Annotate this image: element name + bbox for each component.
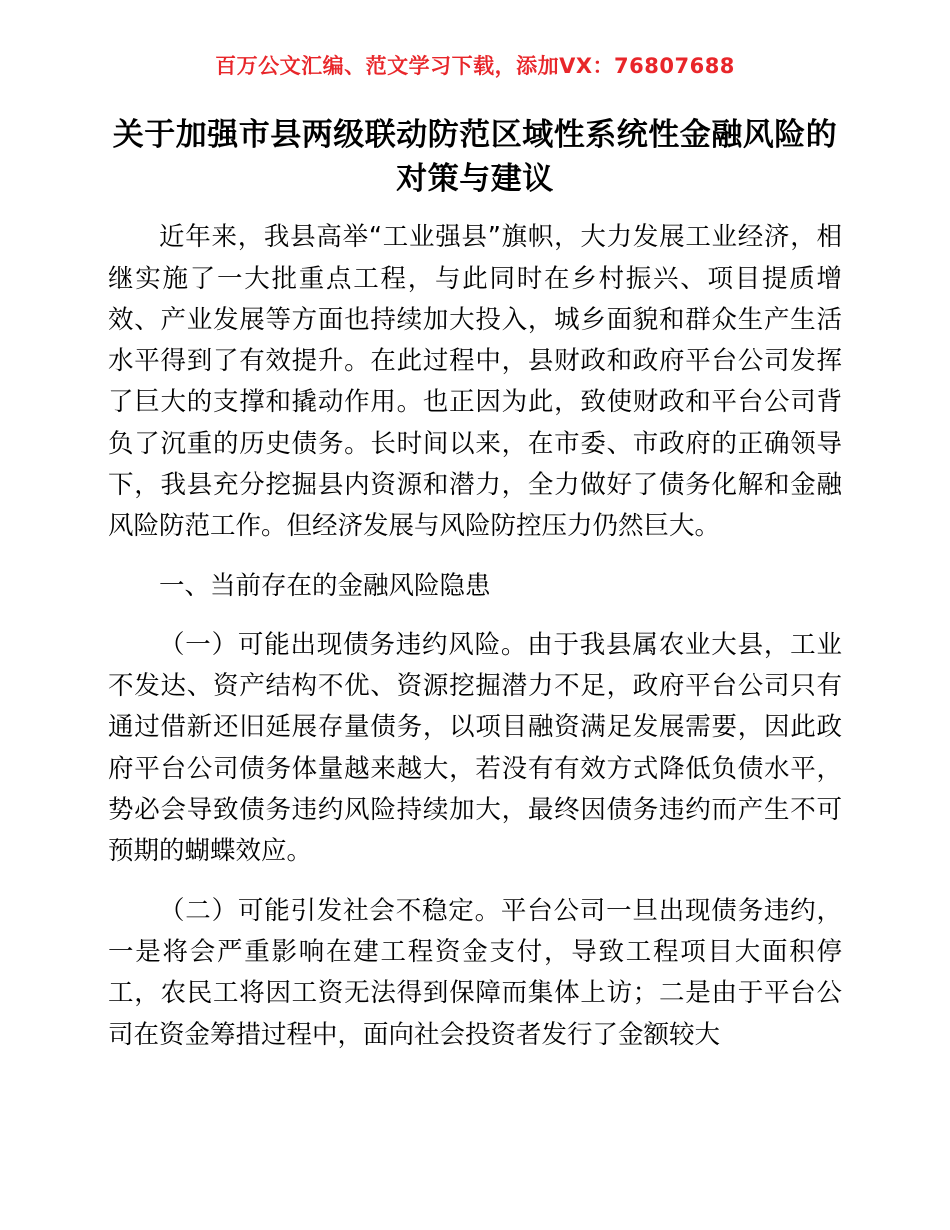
paragraph-item-one: （一）可能出现债务违约风险。由于我县属农业大县，工业不发达、资产结构不优、资源挖掘潜力不足，政府平台公司只有通过借新还旧延展存量债务，以项目融资满足发展需要，因此政府平台公司债务体量越来越大，若没有有效方式降低负债水平，势必会导致债务违约风险持续加大，最终因债务违约而产生不可预期的蝴蝶效应。 [108, 629, 842, 867]
document-body [0, 113, 950, 1056]
heading-section-one: 一、当前存在的金融风险隐患 [159, 570, 491, 601]
paragraph-intro: 近年来，我县高举“工业强县”旗帜，大力发展工业经济，相继实施了一大批重点工程，与此同时在乡村振兴、项目提质增效、产业发展等方面也持续加大投入，城乡面貌和群众生产生活水平得到了有效提升。在此过程中，县财政和政府平台公司发挥了巨大的支撑和撬动作用。也正因为此，致使财政和平台公司背负了沉重的历史债务。长时间以来，在市委、市政府的正确领导下，我县充分挖掘县内资源和潜力，全力做好了债务化解和金融风险防范工作。但经济发展与风险防控压力仍然巨大。 [108, 222, 842, 542]
paragraph-item-two: （二）可能引发社会不稳定。平台公司一旦出现债务违约，一是将会严重影响在建工程资金支付，导致工程项目大面积停工，农民工将因工资无法得到保障而集体上访；二是由于平台公司在资金筹措过程中，面向社会投资者发行了金额较大 [108, 895, 842, 1050]
watermark-text: 百万公文汇编、范文学习下载，添加VX：76807688 [215, 54, 735, 78]
page-title: 关于加强市县两级联动防范区域性系统性金融风险的对策与建议 [112, 117, 838, 198]
